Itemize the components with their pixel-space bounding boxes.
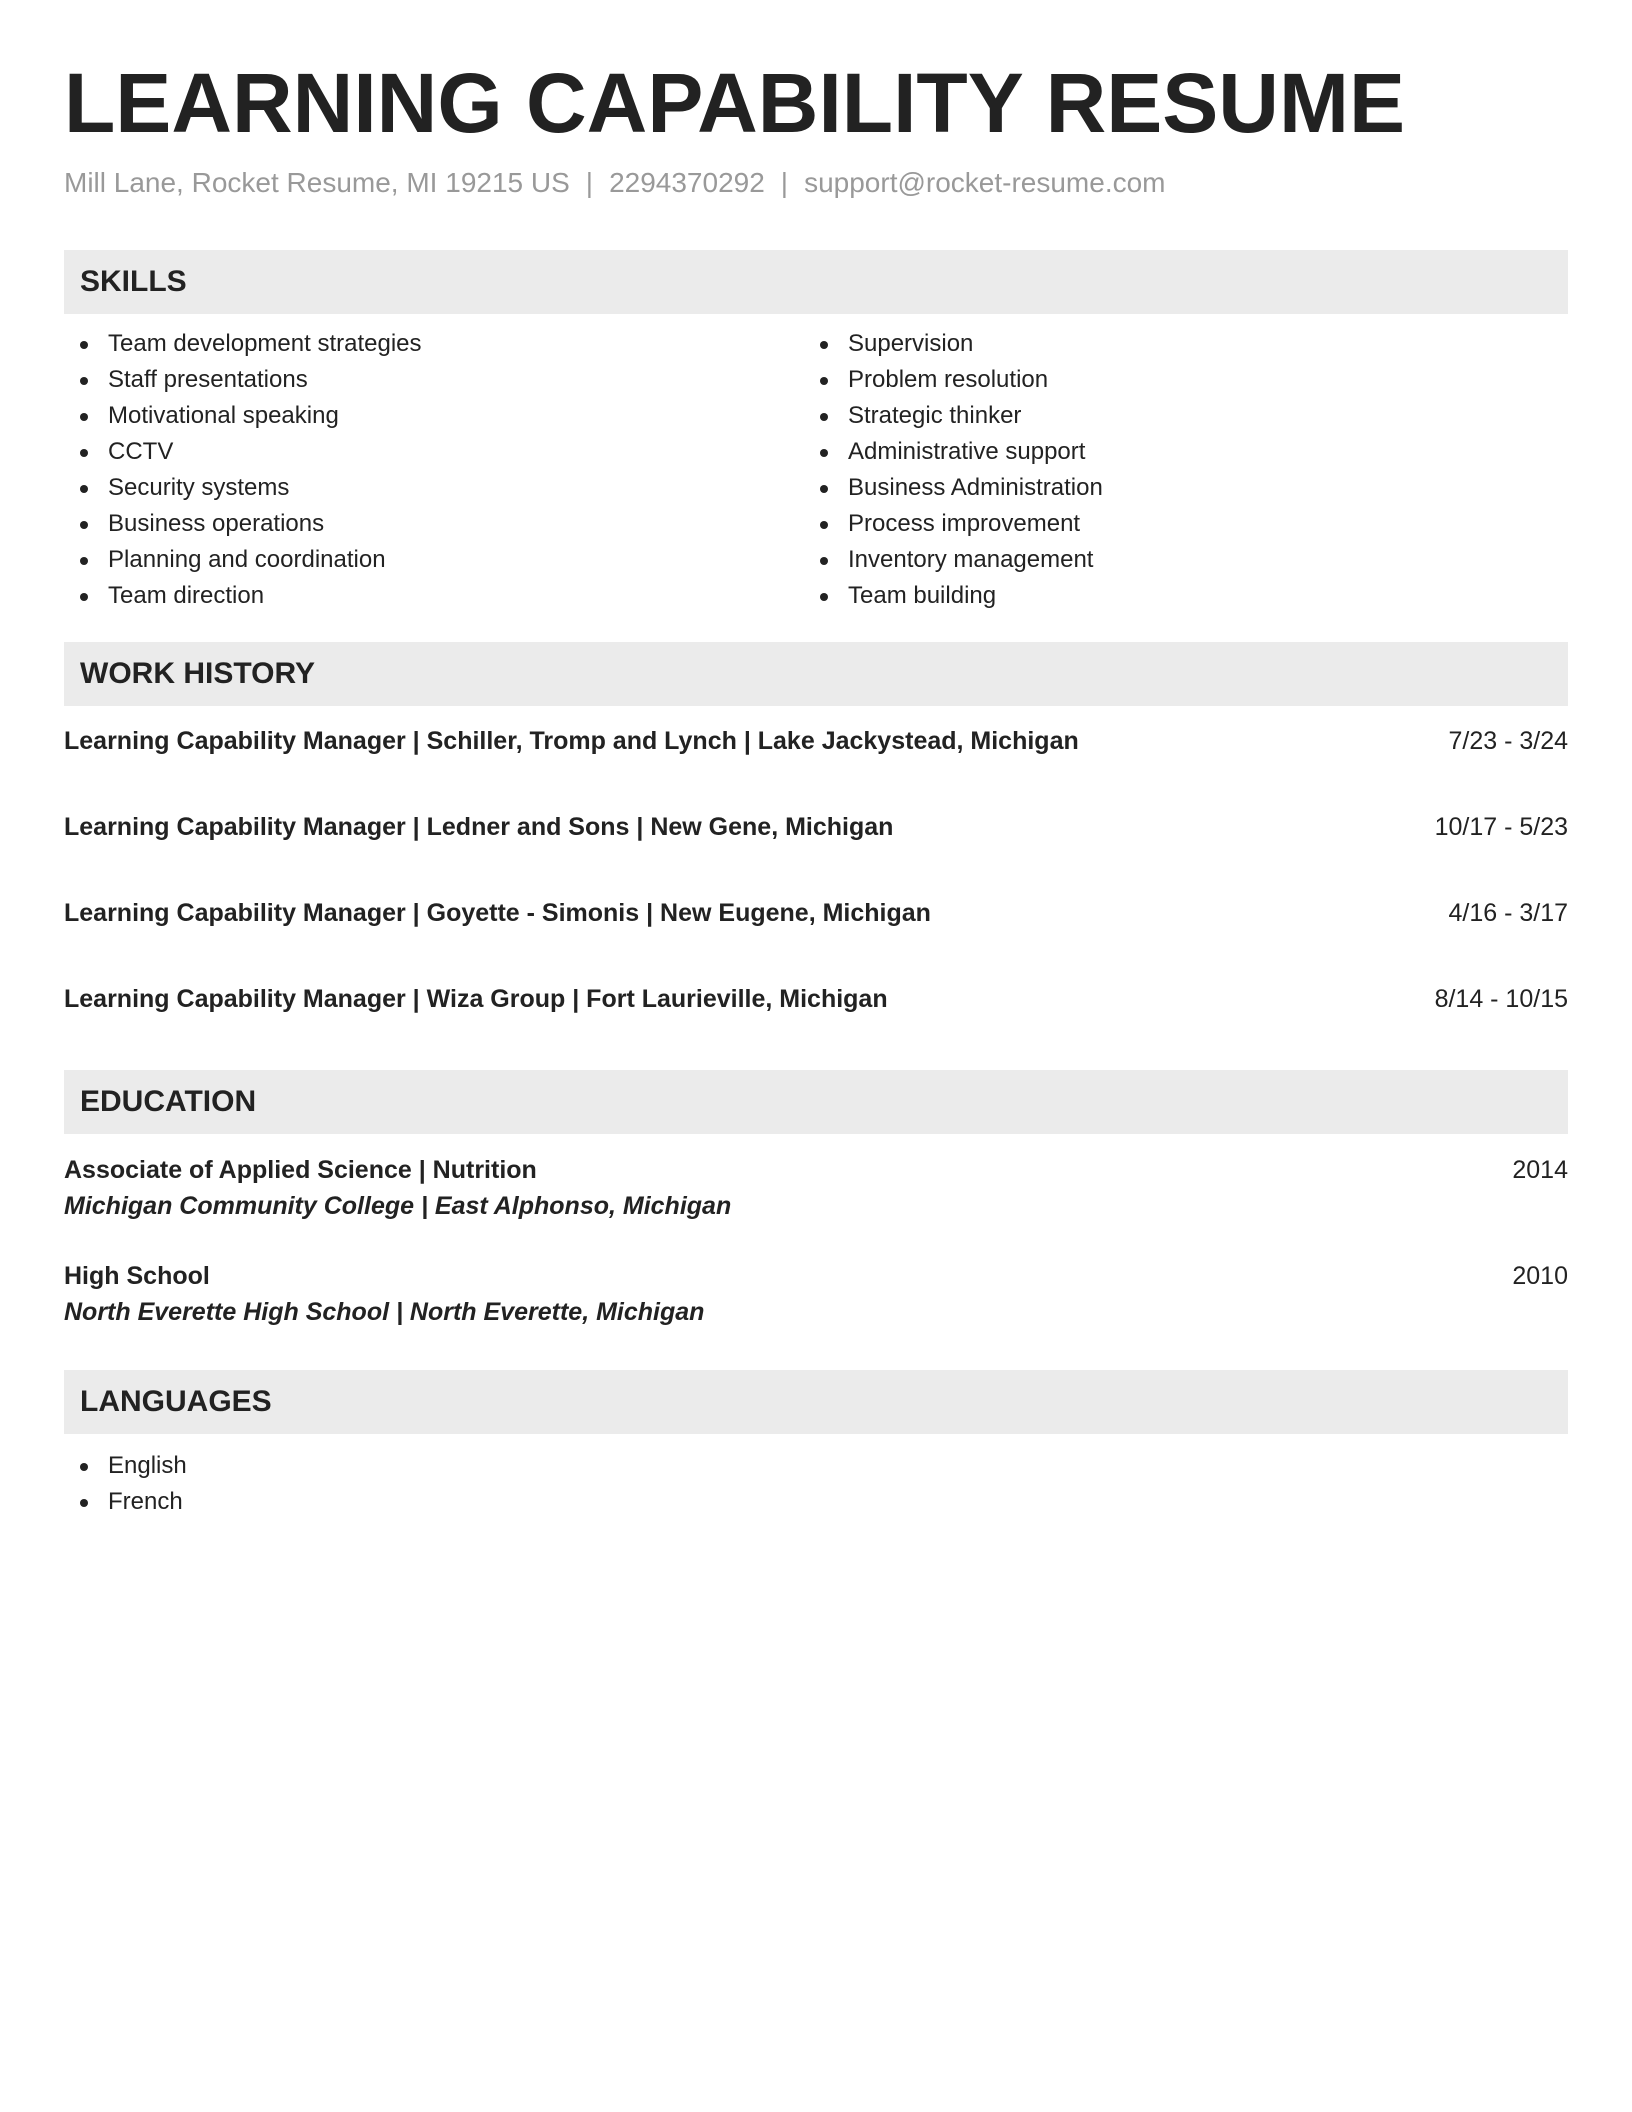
work-title: Learning Capability Manager | Wiza Group | Fort Laurieville, Michigan	[64, 985, 888, 1013]
skill-label: Team direction	[108, 582, 265, 609]
skill-label: Team development strategies	[108, 330, 422, 357]
bullet-icon	[820, 521, 828, 529]
bullet-icon	[820, 557, 828, 565]
education-school: North Everette High School | North Everette, Michigan	[64, 1298, 705, 1326]
education-heading: EDUCATION	[64, 1070, 1568, 1134]
skills-heading: SKILLS	[64, 250, 1568, 314]
bullet-icon	[80, 341, 88, 349]
languages-section	[64, 1370, 1568, 1520]
education-year: 2014	[1512, 1156, 1568, 1184]
work-entry	[64, 724, 1568, 810]
skills-list-right	[804, 326, 1544, 614]
education-entry-top	[64, 1152, 1568, 1188]
work-history-list	[64, 724, 1568, 1030]
bullet-icon	[80, 521, 88, 529]
bullet-icon	[820, 377, 828, 385]
skill-label: Administrative support	[848, 438, 1086, 465]
language-label: French	[108, 1488, 183, 1515]
bullet-icon	[80, 485, 88, 493]
work-history-section	[64, 642, 1568, 1030]
education-section	[64, 1070, 1568, 1330]
skill-label: Security systems	[108, 474, 290, 501]
skill-item	[804, 326, 1544, 362]
education-entry	[64, 1152, 1568, 1224]
bullet-icon	[820, 413, 828, 421]
skill-label: CCTV	[108, 438, 174, 465]
skill-label: Planning and coordination	[108, 546, 386, 573]
education-school: Michigan Community College | East Alphonso, Michigan	[64, 1192, 732, 1220]
languages-list-wrapper	[64, 1448, 1568, 1520]
education-year: 2010	[1512, 1262, 1568, 1290]
language-item	[64, 1448, 1568, 1484]
bullet-icon	[80, 377, 88, 385]
skill-label: Business operations	[108, 510, 325, 537]
bullet-icon	[80, 449, 88, 457]
contact-address: Mill Lane, Rocket Resume, MI 19215 US	[64, 167, 570, 198]
skill-item	[64, 542, 804, 578]
skill-label: Supervision	[848, 330, 974, 357]
education-entry	[64, 1258, 1568, 1330]
bullet-icon	[820, 485, 828, 493]
contact-separator: |	[585, 167, 594, 198]
education-degree: High School	[64, 1262, 210, 1290]
languages-list	[64, 1448, 1568, 1520]
skill-item	[64, 434, 804, 470]
bullet-icon	[820, 341, 828, 349]
skills-column-left	[64, 326, 804, 614]
bullet-icon	[80, 557, 88, 565]
skill-item	[64, 470, 804, 506]
work-entry	[64, 982, 1568, 1030]
skill-item	[64, 578, 804, 614]
work-entry	[64, 810, 1568, 896]
resume-name: LEARNING CAPABILITY RESUME	[64, 56, 1405, 150]
skill-item	[804, 398, 1544, 434]
bullet-icon	[820, 593, 828, 601]
skill-label: Inventory management	[848, 546, 1094, 573]
work-dates: 8/14 - 10/15	[1434, 985, 1568, 1013]
bullet-icon	[80, 593, 88, 601]
skill-item	[64, 506, 804, 542]
skills-list-left	[64, 326, 804, 614]
languages-heading: LANGUAGES	[64, 1370, 1568, 1434]
skill-label: Staff presentations	[108, 366, 308, 393]
work-title: Learning Capability Manager | Goyette - Simonis | New Eugene, Michigan	[64, 899, 931, 927]
work-history-heading: WORK HISTORY	[64, 642, 1568, 706]
work-title: Learning Capability Manager | Schiller, Tromp and Lynch | Lake Jackystead, Michigan	[64, 727, 1079, 755]
skill-label: Process improvement	[848, 510, 1081, 537]
skill-item	[64, 362, 804, 398]
skill-label: Problem resolution	[848, 366, 1049, 393]
skill-label: Motivational speaking	[108, 402, 339, 429]
skill-label: Team building	[848, 582, 997, 609]
contact-line	[64, 166, 1568, 200]
education-degree: Associate of Applied Science | Nutrition	[64, 1156, 537, 1184]
skills-section	[64, 250, 1568, 614]
bullet-icon	[80, 1463, 88, 1471]
skill-label: Strategic thinker	[848, 402, 1022, 429]
skill-item	[804, 362, 1544, 398]
education-list	[64, 1152, 1568, 1330]
skill-item	[804, 506, 1544, 542]
work-entry	[64, 896, 1568, 982]
bullet-icon	[80, 1499, 88, 1507]
work-dates: 10/17 - 5/23	[1434, 813, 1568, 841]
contact-separator: |	[780, 167, 789, 198]
skill-item	[804, 470, 1544, 506]
contact-phone: 2294370292	[609, 167, 765, 198]
skill-item	[64, 326, 804, 362]
bullet-icon	[80, 413, 88, 421]
work-dates: 4/16 - 3/17	[1448, 899, 1568, 927]
skill-item	[64, 398, 804, 434]
work-title: Learning Capability Manager | Ledner and Sons | New Gene, Michigan	[64, 813, 894, 841]
skills-column-right	[804, 326, 1544, 614]
skill-item	[804, 542, 1544, 578]
skills-columns	[64, 326, 1568, 614]
skill-item	[804, 434, 1544, 470]
contact-email: support@rocket-resume.com	[804, 167, 1166, 198]
skill-label: Business Administration	[848, 474, 1103, 501]
work-dates: 7/23 - 3/24	[1448, 727, 1568, 755]
language-item	[64, 1484, 1568, 1520]
education-entry-top	[64, 1258, 1568, 1294]
bullet-icon	[820, 449, 828, 457]
skill-item	[804, 578, 1544, 614]
language-label: English	[108, 1452, 187, 1479]
